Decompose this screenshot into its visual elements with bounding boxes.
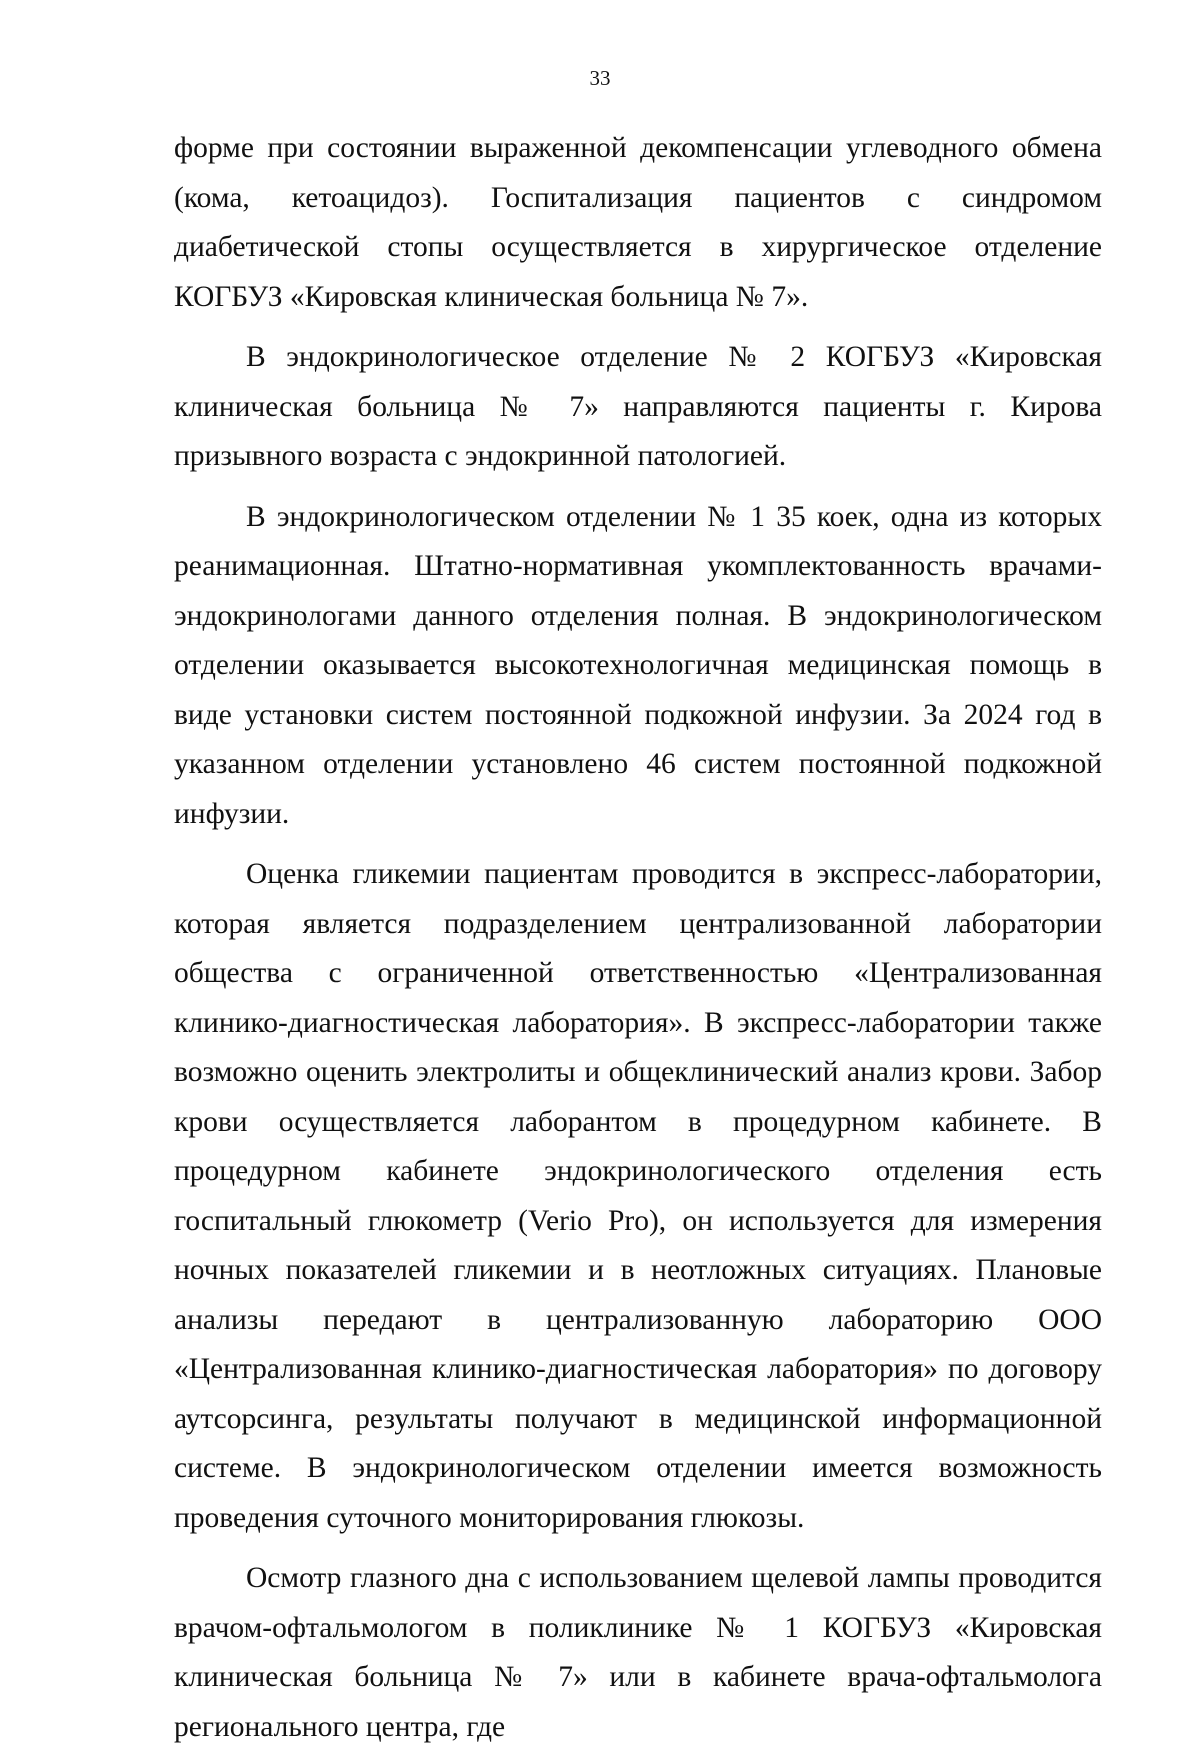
paragraph-endocrinology-department-2: В эндокринологическое отделение № 2 КОГБУЗ «Кировская клиническая больница № 7» направляются пациенты г. Кирова призывного возраста с эндокринной патологией.	[174, 341, 1102, 472]
page-number: 33	[589, 66, 611, 90]
paragraph-glycemia-assessment: Оценка гликемии пациентам проводится в экспресс-лаборатории, которая является подразделением централизованной лаборатории общества с ограниченной ответственностью «Централизованная клинико-диагностическая лаборатория». В экспресс-лаборатории также возможно оценить электролиты и общеклинический анализ крови. Забор крови осуществляется лаборантом в процедурном кабинете. В процедурном кабинете эндокринологического отделения есть госпитальный глюкометр (Verio Pro), он используется для измерения ночных показателей гликемии и в неотложных ситуациях. Плановые анализы передают в централизованную лабораторию ООО «Централизованная клинико-диагностическая лаборатория» по договору аутсорсинга, результаты получают в медицинской информационной системе. В эндокринологическом отделении имеется возможность проведения суточного мониторирования глюкозы.	[174, 858, 1102, 1534]
paragraph-continuation: форме при состоянии выраженной декомпенсации углеводного обмена (кома, кетоацидоз). Госпитализация пациентов с синдромом диабетической стопы осуществляется в хирургическое отделение КОГБУЗ «Кировская клиническая больница № 7».	[174, 132, 1102, 313]
paragraph-fundus-examination: Осмотр глазного дна с использованием щелевой лампы проводится врачом-офтальмологом в поликлинике № 1 КОГБУЗ «Кировская клиническая больница № 7» или в кабинете врача-офтальмолога регионального центра, где	[174, 1562, 1102, 1743]
paragraph-endocrinology-department-1: В эндокринологическом отделении № 1 35 коек, одна из которых реанимационная. Штатно-нормативная укомплектованность врачами-эндокринологами данного отделения полная. В эндокринологическом отделении оказывается высокотехнологичная медицинская помощь в виде установки систем постоянной подкожной инфузии. За 2024 год в указанном отделении установлено 46 систем постоянной подкожной инфузии.	[174, 500, 1102, 830]
document-body	[174, 124, 1102, 1752]
